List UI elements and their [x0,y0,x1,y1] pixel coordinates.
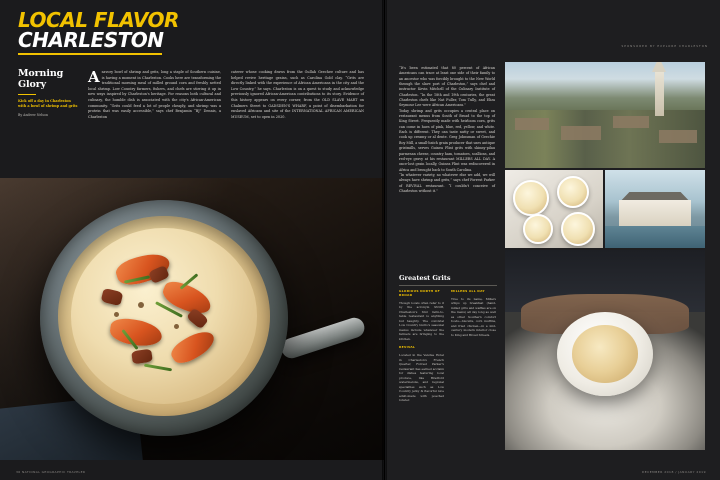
waterfront-restaurant-photo [605,170,705,248]
right-body-column [399,66,495,194]
sidebar-entry-text: True to its name, Millers whips up breakfast (hand-milled grits and waffles are on the menu) all day long as well as other Southern comfort foods—biscuits, corn muffins, and fried chicken—in a mid-century modern interior close to King and Broad Streets. [451,296,496,337]
sidebar-rule [399,285,497,286]
left-column-1 [88,70,221,120]
rooftops [505,110,705,168]
drop-cap: A [88,68,100,86]
water [605,226,705,248]
grits-bowl [513,180,549,216]
sidebar-entry-name: GLORIOUS NORTH OF BROAD [399,289,440,297]
sidebar-column-2 [451,290,496,408]
building [619,200,691,228]
sidebar-column-1 [399,290,444,408]
headline-dek: Kick off a day in Charleston with a bowl of shrimp and grits [18,99,78,109]
byline: By Andrew Nelson [18,113,49,118]
roof [659,130,697,143]
sidebar-entry-name: MILLERS ALL DAY [451,289,485,293]
headline-rule [18,94,36,95]
page-title: Morning Glory [18,68,64,91]
grits-bowl [523,214,553,244]
body-paragraph: “It's been estimated that 80 percent of African Americans can trace at least one side of their family to an ancestor who was forcibly brought to the New World through the slave port of Charleston,” says chef and instructor Kevin Mitchell of the Culinary Institute of Charleston. “In the 18th and 19th centuries, the great Charleston chefs like Nat Fuller, Tom Tully, and Eliza Seymour Lee were African Americans.” [399,66,495,108]
headline-block [18,68,78,118]
plated-grits [572,325,637,382]
aerial-charleston-church-steeple-photo [505,62,705,168]
grits [71,228,258,404]
sponsor-line: SPONSORED BY EXPLORE CHARLESTON [621,44,708,48]
shrimp-and-grits-bowl-photo [0,178,384,460]
right-page-footer: DECEMBER 2018 / JANUARY 2019 [641,470,706,474]
right-photo-grid [505,62,705,450]
body-paragraph: Today shrimp and grits occupies a central place on restaurant menus from South of Broad to the top of King Street. Frequently made with heirloom corn, grits can come in hues of pink, blue, red, yellow, and white. Each is different. They can taste nutty or sweet, and cook up creamy or al dente. Greg Johnsman of Geechie Boy Mill, a small-batch grain producer that uses antique gristmills, serves Guinea Flint grits with skinny-pilau parmesan cheese, country ham, tomatoes, scallions, and red-eye gravy at his restaurant MILLERS ALL DAY. A once-lost grain locally, Guinea Flint was rediscovered in Africa and brought back to South Carolina. [399,108,495,172]
roof [561,126,601,140]
roof [515,118,549,130]
crumb [174,324,179,329]
masthead-rule [18,53,162,55]
sidebar-entry-name: REVIVAL [399,345,416,350]
bowl [40,200,288,436]
grits-bowl [561,212,595,246]
sidebar-entry-text: Though locals often refer to it by the acronym SNOB, Charleston's first farm-to-table restaurant is anything but haughty. The convivial Low Country bistro's seasonal menus include whatever the farmers are bringing to the kitchen. [399,300,444,341]
grits-bowls-overhead-photo [505,170,603,248]
masthead-line-2: CHARLESTON [18,28,164,53]
sidebar-entry-text: Located in the Vendue Hotel in Charleston's French Quarter, Forrest Parker's restaurant has earned acclaim for dishes featuring local produce, like Bradford watermelons, and regional specialties such as Low Country jerky & flavorful nice adult-made with poached lobster. [399,353,444,403]
body-paragraph: “In whatever variety, no whatever else we add, we will always have shrimp and grits,” says chef Forrest Parker of REVIVAL restaurant. “I couldn't conceive of Charleston without it.” [399,172,495,193]
church-steeple [655,70,664,116]
plate [557,312,653,396]
sidebar-columns [399,290,497,408]
masthead-line-1: LOCAL FLAVOR [18,8,179,32]
body-paragraph: Asavory bowl of shrimp and grits, long a staple of Southern cuisine, is having a moment in Charleston. Cooks here are transforming the traditional morning meal of milled ground corn and freshly netted local shrimp. Low Country farmers, fishers, and chefs are stirring it up in new ways inspired by Charleston's heritage. For reasons both cultural and culinary, the humble dish is associated with the city's African-American community. “Grits could feed a lot of people cheaply, and shrimp was a protein that was easily accessible,” says chef Benjamin “BJ” Dennis, a Charleston [88,68,221,119]
left-page-footer: 36 NATIONAL GEOGRAPHIC TRAVELER [16,470,86,474]
crumb [114,312,119,317]
body-paragraph: caterer whose cooking draws from the Gullah Geechee culture and has helped revive heritage grains, such as Carolina Gold clay. “Grits are directly linked with the experience of African Americans in the city and the Low Country,” he says. Charleston is on a quest to study and acknowledge previously ignored African-American contributions to its story. Evidence of this history appears on every corner, from the OLD SLAVE MART on Chalmers Street to GADSDEN'S WHARF, a point of disembarkation for enslaved Africans and site of the INTERNATIONAL AFRICAN AMERICAN MUSEUM, set to open in 2020. [231,70,364,119]
chef-plating-grits-photo [505,250,705,450]
roof [613,116,649,128]
left-body-columns [88,70,364,120]
greatest-grits-sidebar [399,274,497,408]
sidebar-title: Greatest Grits [399,274,451,282]
crumb [138,302,144,308]
bowl-interior [58,216,270,416]
right-page [384,0,720,480]
masthead [18,10,268,55]
left-column-2 [231,70,364,120]
grits-bowl [557,176,589,208]
